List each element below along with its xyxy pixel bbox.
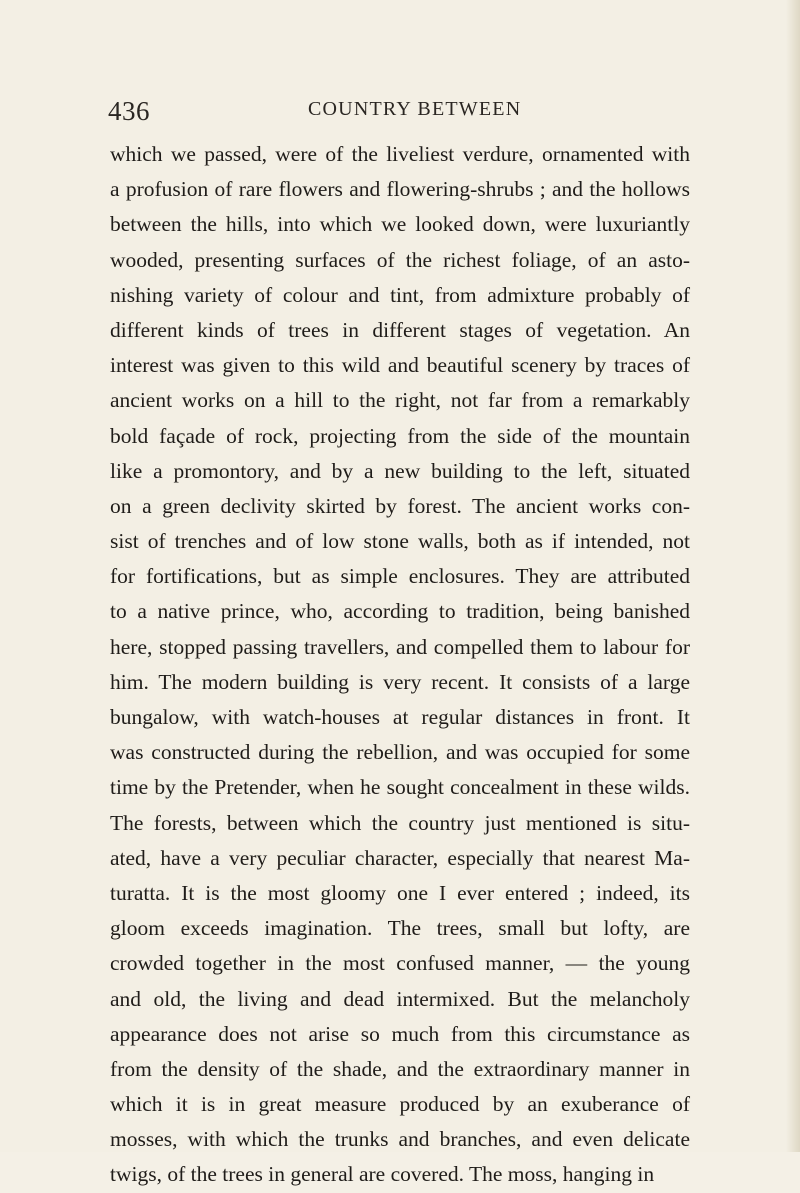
page-header — [0, 92, 800, 132]
text-line: appearance does not arise so much from this circumstance as — [110, 1021, 690, 1046]
text-line: crowded together in the most confused manner, — the young — [110, 951, 690, 976]
text-line: ated, have a very peculiar character, especially that nearest Ma- — [110, 845, 690, 870]
text-line: different kinds of trees in different stages of vegetation. An — [110, 317, 690, 342]
text-line: like a promontory, and by a new building to the left, situated — [110, 458, 690, 483]
text-line: here, stopped passing travellers, and compelled them to labour for — [110, 634, 690, 659]
text-line: bold façade of rock, projecting from the side of the mountain — [110, 423, 690, 448]
text-line: interest was given to this wild and beautiful scenery by traces of — [110, 353, 690, 378]
text-line: for fortifications, but as simple enclosures. They are attributed — [110, 564, 690, 589]
text-line: which we passed, were of the liveliest verdure, ornamented with — [110, 142, 690, 166]
text-line: wooded, presenting surfaces of the richest foliage, of an asto- — [110, 247, 690, 272]
text-line: and old, the living and dead intermixed. But the melancholy — [110, 986, 690, 1011]
text-line: mosses, with which the trunks and branches, and even delicate — [110, 1127, 690, 1152]
text-line: nishing variety of colour and tint, from admixture probably of — [110, 282, 690, 307]
text-line: on a green declivity skirted by forest. The ancient works con- — [110, 493, 690, 518]
text-line: was constructed during the rebellion, and was occupied for some — [110, 740, 690, 765]
running-head: COUNTRY BETWEEN — [308, 98, 522, 120]
text-line: twigs, of the trees in general are covered. The moss, hanging in — [110, 1162, 655, 1187]
text-line: a profusion of rare flowers and flowering-shrubs ; and the hollows — [110, 177, 690, 202]
text-line: to a native prince, who, according to tradition, being banished — [110, 599, 690, 624]
text-line: sist of trenches and of low stone walls, both as if intended, not — [110, 529, 690, 554]
body-text — [110, 137, 690, 1193]
text-line: gloom exceeds imagination. The trees, small but lofty, are — [110, 916, 690, 941]
text-line: The forests, between which the country just mentioned is situ- — [110, 810, 690, 835]
text-line: from the density of the shade, and the extraordinary manner in — [110, 1056, 690, 1081]
text-line: ancient works on a hill to the right, not far from a remarkably — [110, 388, 690, 413]
text-line: time by the Pretender, when he sought concealment in these wilds. — [110, 775, 690, 800]
text-line: between the hills, into which we looked down, were luxuriantly — [110, 212, 690, 237]
text-line: bungalow, with watch-houses at regular distances in front. It — [110, 705, 690, 729]
text-line: turatta. It is the most gloomy one I ever entered ; indeed, its — [110, 880, 690, 905]
text-line: which it is in great measure produced by an exuberance of — [110, 1092, 690, 1117]
text-line: him. The modern building is very recent. It consists of a large — [110, 669, 690, 694]
page-number: 436 — [108, 96, 150, 126]
